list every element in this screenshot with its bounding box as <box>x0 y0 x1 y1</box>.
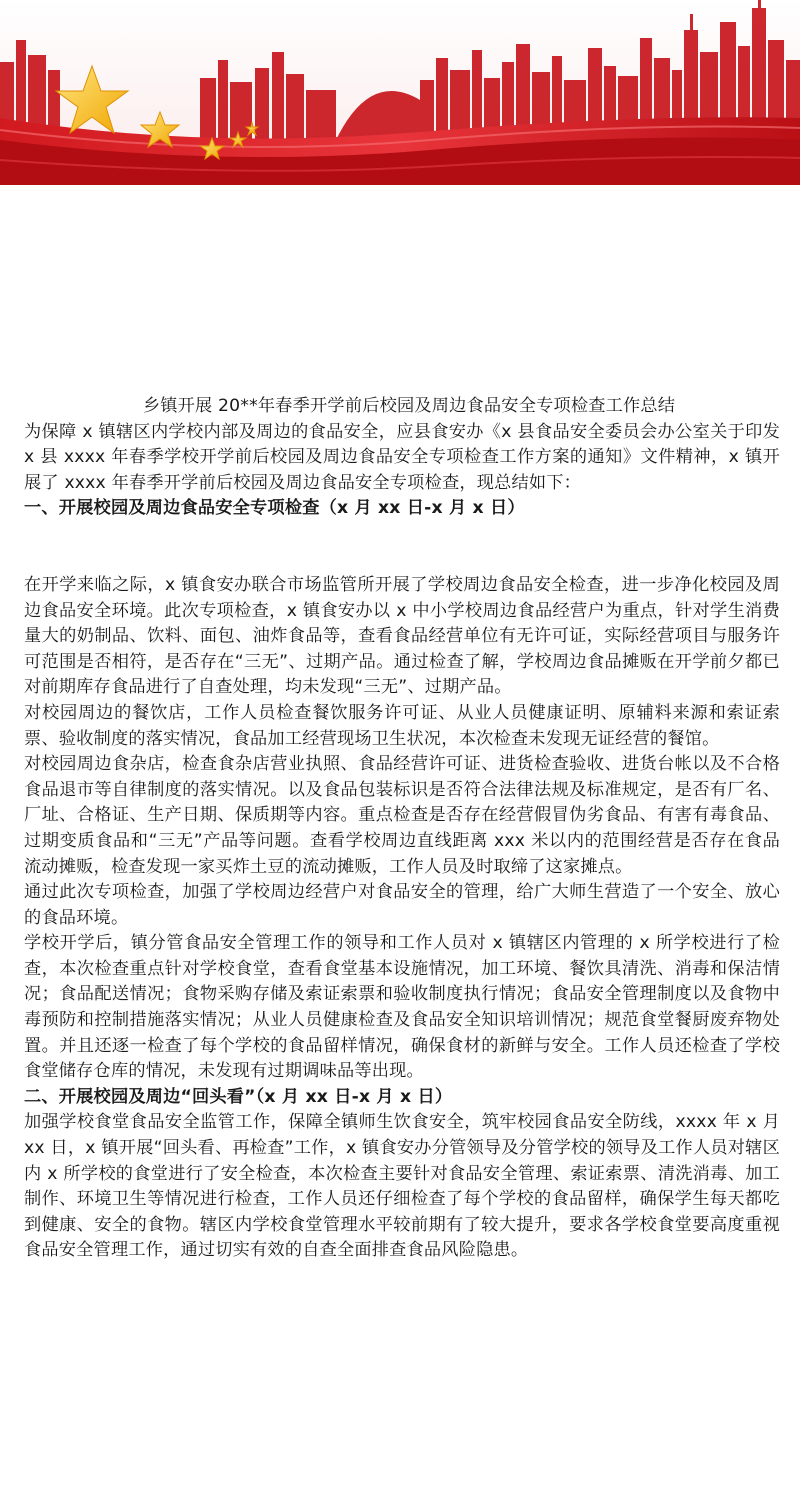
city-skyline-icon <box>0 0 800 185</box>
paragraph: 通过此次专项检查，加强了学校周边经营户对食品安全的管理，给广大师生营造了一个安全、放心的食品环境。 <box>24 882 780 928</box>
paragraph: 加强学校食堂食品安全监管工作，保障全镇师生饮食安全，筑牢校园食品安全防线，xxxx 年 x 月 xx 日，x 镇开展“回头看、再检查”工作，x 镇食安办分管领导及分管学校的领导及工作人员对辖区内 x 所学校的食堂进行了安全检查，本次检查主要针对食品安全管理、索证索票、清洗消毒、加工制作、环境卫生等情况进行检查，工作人员还仔细检查了每个学校的食品留样，确保学生每天都吃到健康、安全的食物。辖区内学校食堂管理水平较前期有了较大提升，要求各学校食堂要高度重视食品安全管理工作，通过切实有效的自查全面排查食品风险隐患。 <box>24 1112 780 1261</box>
spacer <box>24 522 780 573</box>
section-heading-1: 一、开展校园及周边食品安全专项检查（x 月 xx 日-x 月 x 日） <box>24 498 525 519</box>
paragraph: 学校开学后，镇分管食品安全管理工作的领导和工作人员对 x 镇辖区内管理的 x 所学校进行了检查，本次检查重点针对学校食堂，查看食堂基本设施情况，加工环境、餐饮具清洗、消毒和保洁情况；食品配送情况；食物采购存储及索证索票和验收制度执行情况；食品安全管理制度以及食物中毒预防和控制措施落实情况；从业人员健康检查及食品安全知识培训情况；规范食堂餐厨废弃物处置。并且还逐一检查了每个学校的食品留样情况，确保食材的新鲜与安全。工作人员还检查了学校食堂储存仓库的情况，未发现有过期调味品等出现。 <box>24 933 780 1082</box>
section-heading-2: 二、开展校园及周边“回头看”（x 月 xx 日-x 月 x 日） <box>24 1086 453 1107</box>
document-title: 乡镇开展 20**年春季开学前后校园及周边食品安全专项检查工作总结 <box>142 396 676 416</box>
document-body <box>24 394 780 1264</box>
intro-paragraph: 为保障 x 镇辖区内学校内部及周边的食品安全，应县食安办《x 县食品安全委员会办公室关于印发 x 县 xxxx 年春季学校开学前后校园及周边食品安全专项检查工作方案的通知》文件精神，x 镇开展了 xxxx 年春季开学前后校园及周边食品安全专项检查，现总结如下： <box>24 421 780 493</box>
paragraph: 对校园周边的餐饮店，工作人员检查餐饮服务许可证、从业人员健康证明、原辅料来源和索证索票、验收制度的落实情况，食品加工经营现场卫生状况，本次检查未发现无证经营的餐馆。 <box>24 702 780 749</box>
header-banner <box>0 0 800 185</box>
paragraph: 在开学来临之际，x 镇食安办联合市场监管所开展了学校周边食品安全检查，进一步净化校园及周边食品安全环境。此次专项检查，x 镇食安办以 x 中小学校周边食品经营户为重点，针对学生消费量大的奶制品、饮料、面包、油炸食品等，查看食品经营单位有无许可证，实际经营项目与服务许可范围是否相符，是否存在“三无”、过期产品。通过检查了解，学校周边食品摊贩在开学前夕都已对前期库存食品进行了自查处理，均未发现“三无”、过期产品。 <box>24 574 780 698</box>
paragraph: 对校园周边食杂店，检查食杂店营业执照、食品经营许可证、进货检查验收、进货台帐以及不合格食品退市等自律制度的落实情况。以及食品包装标识是否符合法律法规及标准规定，是否有厂名、厂址、合格证、生产日期、保质期等内容。重点检查是否存在经营假冒伪劣食品、有害有毒食品、过期变质食品和“三无”产品等问题。查看学校周边直线距离 xxx 米以内的范围经营是否存在食品流动摊贩，检查发现一家买炸土豆的流动摊贩，工作人员及时取缔了这家摊点。 <box>24 754 780 877</box>
